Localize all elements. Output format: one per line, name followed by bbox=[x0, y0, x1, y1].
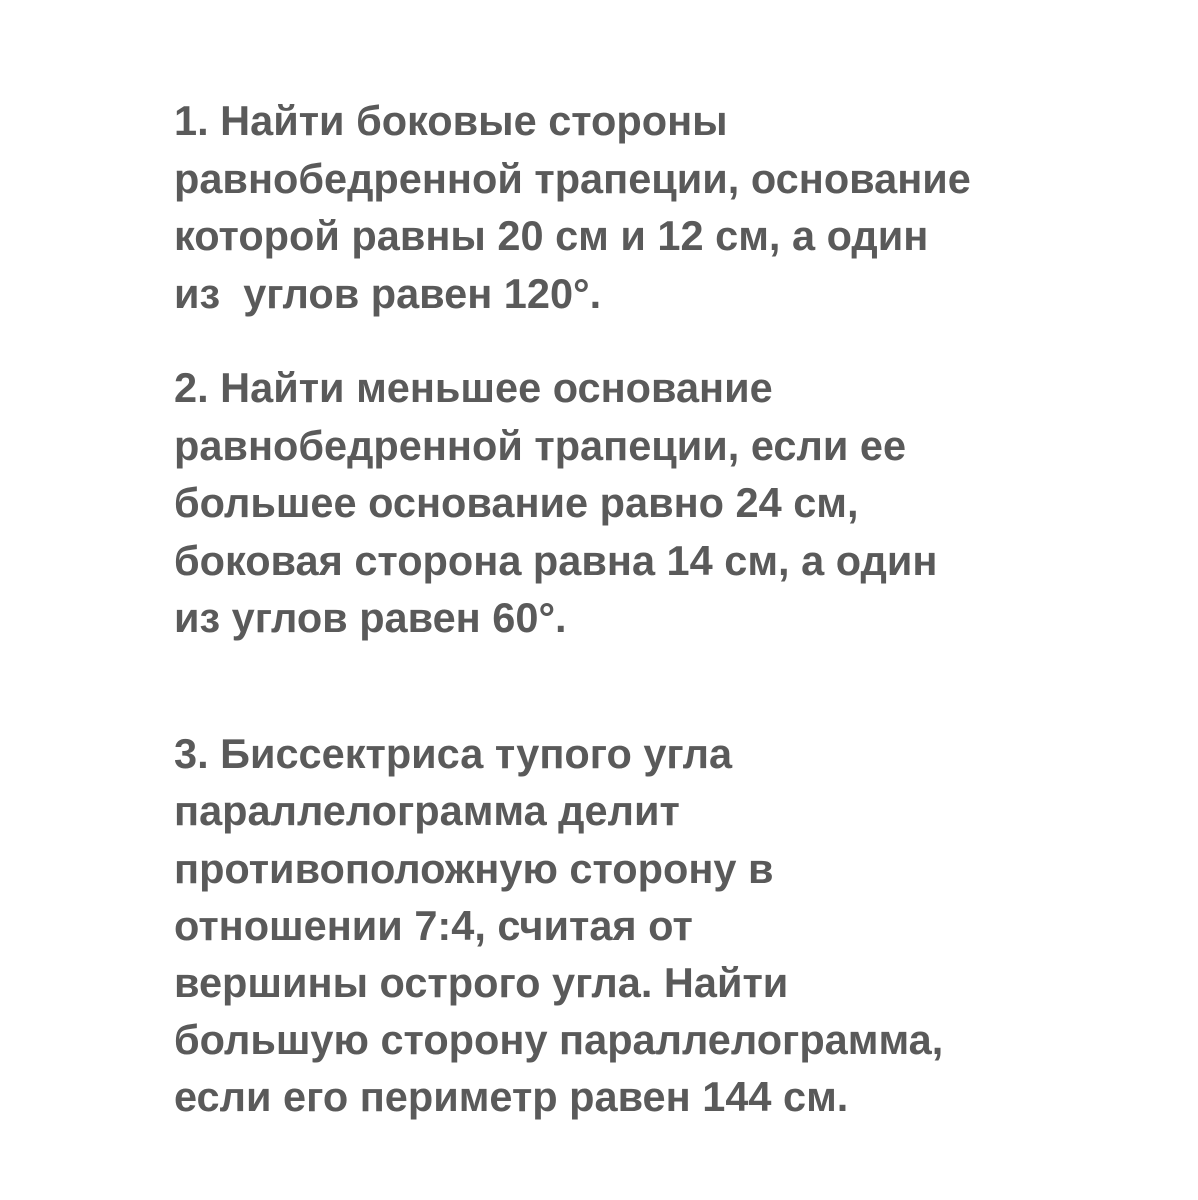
problem-1-line-2: равнобедренной трапеции, основание bbox=[174, 155, 971, 202]
problem-3-line-6: большую сторону параллелограмма, bbox=[174, 1016, 944, 1063]
problem-3-line-2: параллелограмма делит bbox=[174, 787, 680, 834]
problem-3-line-3: противоположную сторону в bbox=[174, 845, 774, 892]
problem-1-line-3: которой равны 20 см и 12 см, а один bbox=[174, 212, 929, 259]
problem-3-line-4: отношении 7:4, считая от bbox=[174, 902, 693, 949]
problem-2-line-3: большее основание равно 24 см, bbox=[174, 479, 859, 526]
problem-2-line-5: из углов равен 60°. bbox=[174, 594, 567, 641]
problem-2-line-2: равнобедренной трапеции, если ее bbox=[174, 422, 907, 469]
problem-2-line-4: боковая сторона равна 14 см, а один bbox=[174, 537, 938, 584]
problem-1-line-4: из углов равен 120°. bbox=[174, 270, 602, 317]
problem-2-line-1: 2. Найти меньшее основание bbox=[174, 364, 773, 411]
problem-3-line-1: 3. Биссектриса тупого угла bbox=[174, 730, 733, 777]
problem-3-line-7: если его периметр равен 144 см. bbox=[174, 1073, 849, 1120]
problem-1-line-1: 1. Найти боковые стороны bbox=[174, 97, 728, 144]
problem-3-line-5: вершины острого угла. Найти bbox=[174, 959, 789, 1006]
